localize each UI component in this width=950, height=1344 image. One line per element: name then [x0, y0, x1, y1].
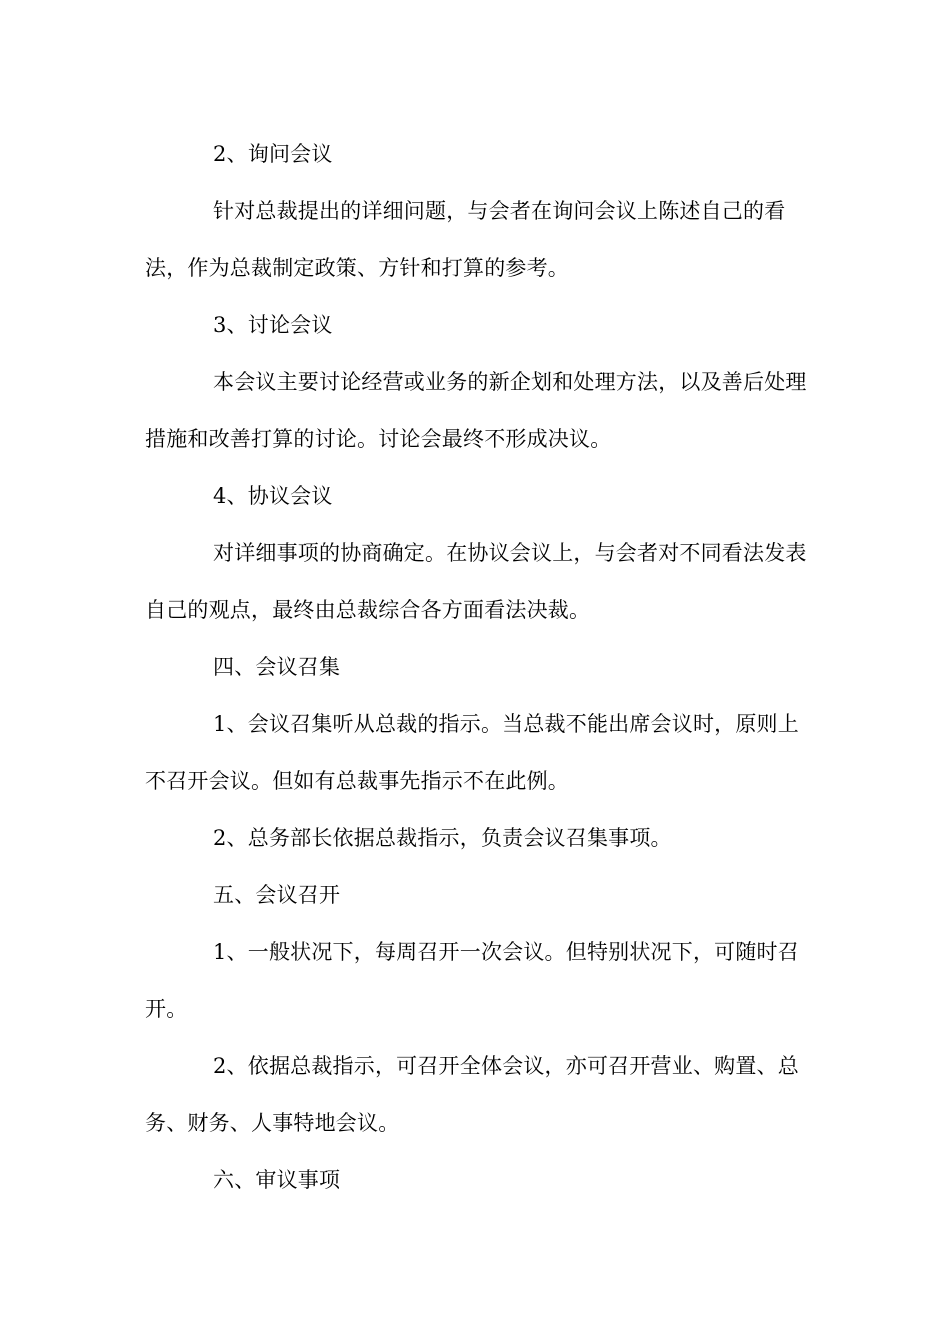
section-heading-meeting-holding: 五、会议召开 [213, 883, 341, 907]
paragraph-inquiry-meeting: 针对总裁提出的详细问题，与会者在询问会议上陈述自己的看法，作为总裁制定政策、方针和打算的参考。 [145, 199, 786, 280]
document-body [145, 126, 810, 1209]
heading-agreement-meeting: 4、协议会议 [213, 484, 333, 508]
section-heading-review-items: 六、审议事项 [213, 1168, 341, 1192]
paragraph-discussion-meeting: 本会议主要讨论经营或业务的新企划和处理方法，以及善后处理措施和改善打算的讨论。讨论会最终不形成决议。 [145, 370, 807, 451]
paragraph-holding-1: 1、一般状况下，每周召开一次会议。但特别状况下，可随时召开。 [145, 940, 799, 1021]
paragraph-convening-1: 1、会议召集听从总裁的指示。当总裁不能出席会议时，原则上不召开会议。但如有总裁事先指示不在此例。 [145, 712, 799, 793]
paragraph-holding-2: 2、依据总裁指示，可召开全体会议，亦可召开营业、购置、总务、财务、人事特地会议。 [145, 1054, 799, 1135]
section-heading-meeting-convening: 四、会议召集 [213, 655, 341, 679]
paragraph-convening-2: 2、总务部长依据总裁指示，负责会议召集事项。 [213, 826, 672, 850]
heading-discussion-meeting: 3、讨论会议 [213, 313, 333, 337]
paragraph-agreement-meeting: 对详细事项的协商确定。在协议会议上，与会者对不同看法发表自己的观点，最终由总裁综合各方面看法决裁。 [145, 541, 807, 622]
heading-inquiry-meeting: 2、询问会议 [213, 142, 333, 166]
